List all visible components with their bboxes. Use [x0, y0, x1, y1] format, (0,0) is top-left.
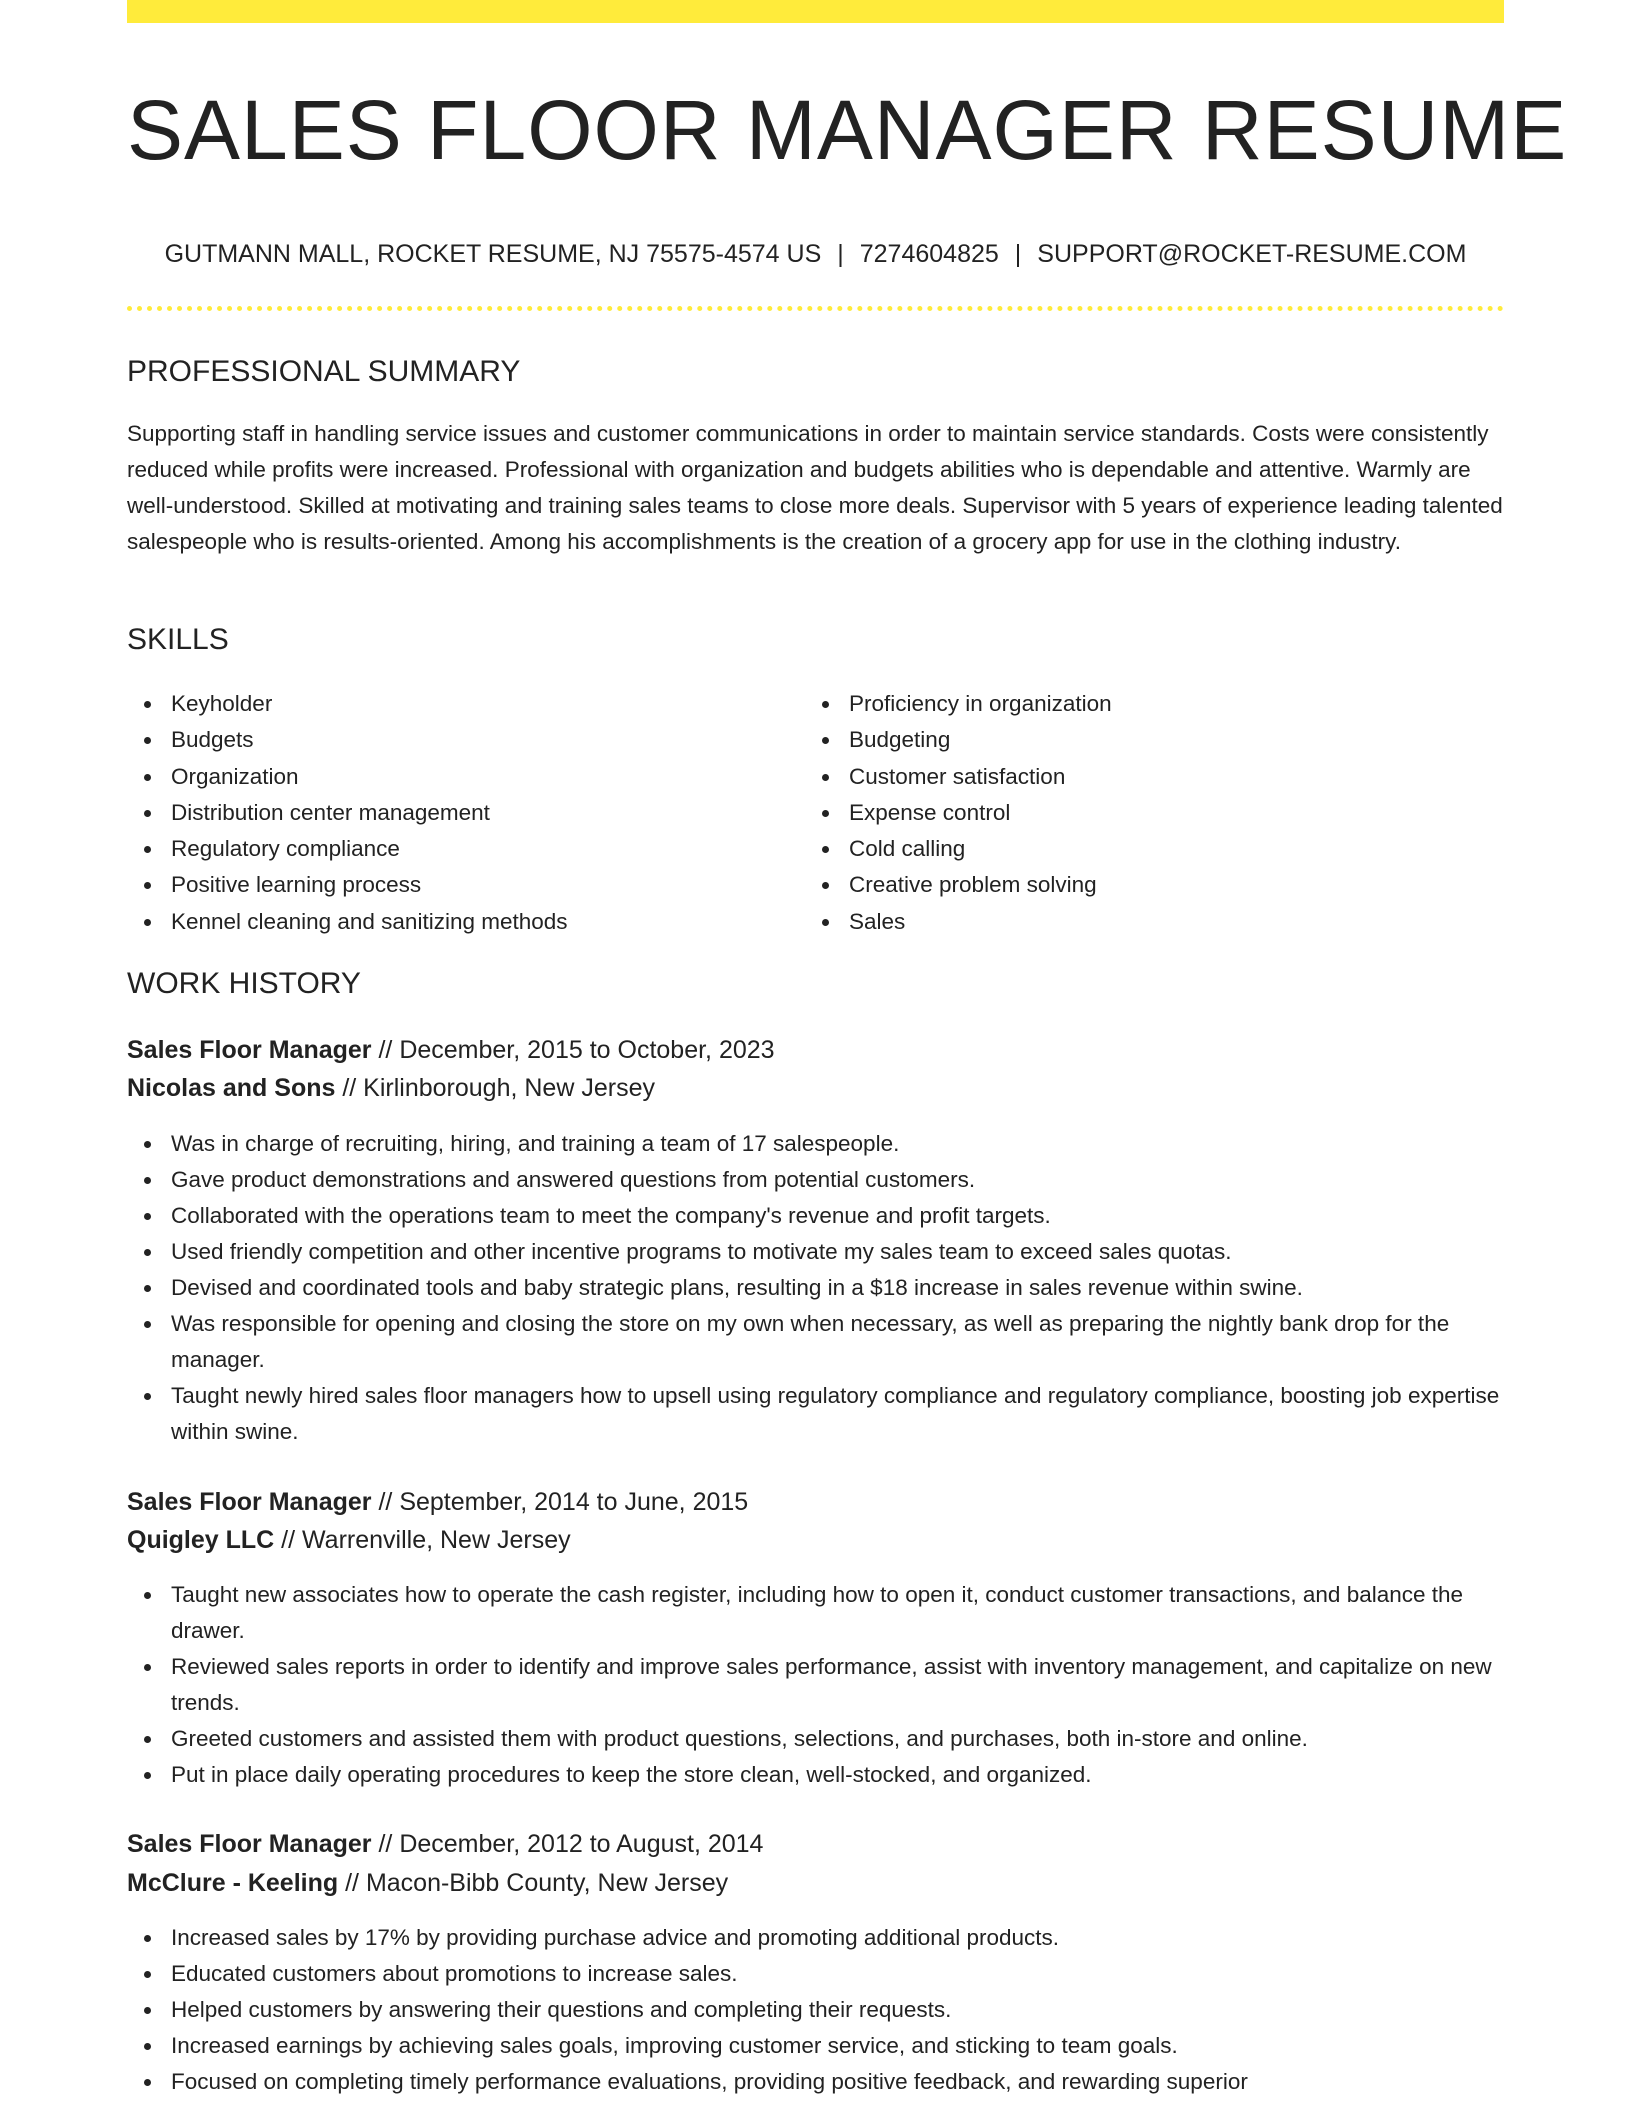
skill-item: Budgets [127, 722, 787, 758]
job-title-line [127, 1483, 748, 1521]
job-bullet: Reviewed sales reports in order to identify and improve sales performance, assist with inventory management, and capitalize on new trends. [127, 1649, 1504, 1721]
job-bullet: Gave product demonstrations and answered questions from potential customers. [127, 1162, 1504, 1198]
job-bullet: Taught new associates how to operate the cash register, including how to open it, conduct customer transactions, and balance the drawer. [127, 1577, 1504, 1649]
job-title-line [127, 1825, 763, 1863]
job-bullet: Helped customers by answering their questions and completing their requests. [127, 1992, 1504, 2028]
job-title: Sales Floor Manager [127, 1830, 372, 1858]
job-company-line [127, 1521, 571, 1559]
resume-title: SALES FLOOR MANAGER RESUME [127, 83, 1568, 177]
summary-text: Supporting staff in handling service issues and customer communications in order to maintain service standards. Costs were consistently reduced while profits were increased. Professional with organization and budgets abilities who is dependable and attentive. Warmly are well-understood. Skilled at motivating and training sales teams to close more deals. Supervisor with 5 years of experience leading talented salespeople who is results-oriented. Among his accomplishments is the creation of a grocery app for use in the clothing industry. [127, 421, 1503, 554]
skill-item: Budgeting [805, 722, 1465, 758]
job-bullet: Put in place daily operating procedures to keep the store clean, well-stocked, and organized. [127, 1757, 1504, 1793]
job-location: // Kirlinborough, New Jersey [335, 1074, 655, 1102]
job-company: McClure - Keeling [127, 1869, 339, 1897]
skill-item: Positive learning process [127, 867, 787, 903]
job-bullet: Focused on completing timely performance evaluations, providing positive feedback, and rewarding superior [127, 2064, 1504, 2100]
job-dates: // September, 2014 to June, 2015 [371, 1488, 749, 1516]
job-title: Sales Floor Manager [127, 1036, 372, 1064]
contact-address: GUTMANN MALL, ROCKET RESUME, NJ 75575-4574 US [164, 240, 822, 268]
contact-line [127, 236, 1504, 272]
job-location: // Macon-Bibb County, New Jersey [338, 1869, 729, 1897]
job-bullet: Educated customers about promotions to increase sales. [127, 1956, 1504, 1992]
job-company: Quigley LLC [127, 1526, 275, 1554]
dotted-divider [127, 306, 1504, 311]
skill-item: Regulatory compliance [127, 831, 787, 867]
skills-list-left [127, 686, 787, 940]
skill-item: Organization [127, 759, 787, 795]
contact-separator: | [1014, 240, 1022, 268]
job-bullet: Increased sales by 17% by providing purchase advice and promoting additional products. [127, 1920, 1504, 1956]
job-bullet: Was responsible for opening and closing the store on my own when necessary, as well as preparing the nightly bank drop for the manager. [127, 1306, 1504, 1378]
job-bullet: Greeted customers and assisted them with product questions, selections, and purchases, both in-store and online. [127, 1721, 1504, 1757]
job-bullet: Taught newly hired sales floor managers how to upsell using regulatory compliance and regulatory compliance, boosting job expertise within swine. [127, 1378, 1504, 1450]
skill-item: Creative problem solving [805, 867, 1465, 903]
contact-email: SUPPORT@ROCKET-RESUME.COM [1037, 240, 1467, 268]
job-company-line [127, 1864, 728, 1902]
job-dates: // December, 2012 to August, 2014 [371, 1830, 764, 1858]
job-bullet: Increased earnings by achieving sales goals, improving customer service, and sticking to team goals. [127, 2028, 1504, 2064]
skills-heading: SKILLS [127, 623, 229, 656]
skill-item: Sales [805, 904, 1465, 940]
job-bullet: Collaborated with the operations team to meet the company's revenue and profit targets. [127, 1198, 1504, 1234]
skill-item: Kennel cleaning and sanitizing methods [127, 904, 787, 940]
job-bullets [127, 1577, 1504, 1793]
skill-item: Customer satisfaction [805, 759, 1465, 795]
skill-item: Keyholder [127, 686, 787, 722]
job-location: // Warrenville, New Jersey [274, 1526, 571, 1554]
skill-item: Distribution center management [127, 795, 787, 831]
job-company: Nicolas and Sons [127, 1074, 336, 1102]
job-company-line [127, 1069, 655, 1107]
job-dates: // December, 2015 to October, 2023 [371, 1036, 775, 1064]
contact-phone: 7274604825 [859, 240, 999, 268]
skill-item: Proficiency in organization [805, 686, 1465, 722]
work-history-heading: WORK HISTORY [127, 967, 361, 1000]
skill-item: Expense control [805, 795, 1465, 831]
top-accent-bar [127, 0, 1504, 23]
job-bullets [127, 1126, 1504, 1450]
job-title-line [127, 1031, 775, 1069]
summary-heading: PROFESSIONAL SUMMARY [127, 355, 521, 388]
job-title: Sales Floor Manager [127, 1488, 372, 1516]
contact-separator: | [837, 240, 844, 268]
job-bullets [127, 1920, 1504, 2100]
job-bullet: Devised and coordinated tools and baby strategic plans, resulting in a $18 increase in sales revenue within swine. [127, 1270, 1504, 1306]
job-bullet: Was in charge of recruiting, hiring, and training a team of 17 salespeople. [127, 1126, 1504, 1162]
job-bullet: Used friendly competition and other incentive programs to motivate my sales team to exceed sales quotas. [127, 1234, 1504, 1270]
skills-list-right [805, 686, 1465, 940]
skill-item: Cold calling [805, 831, 1465, 867]
